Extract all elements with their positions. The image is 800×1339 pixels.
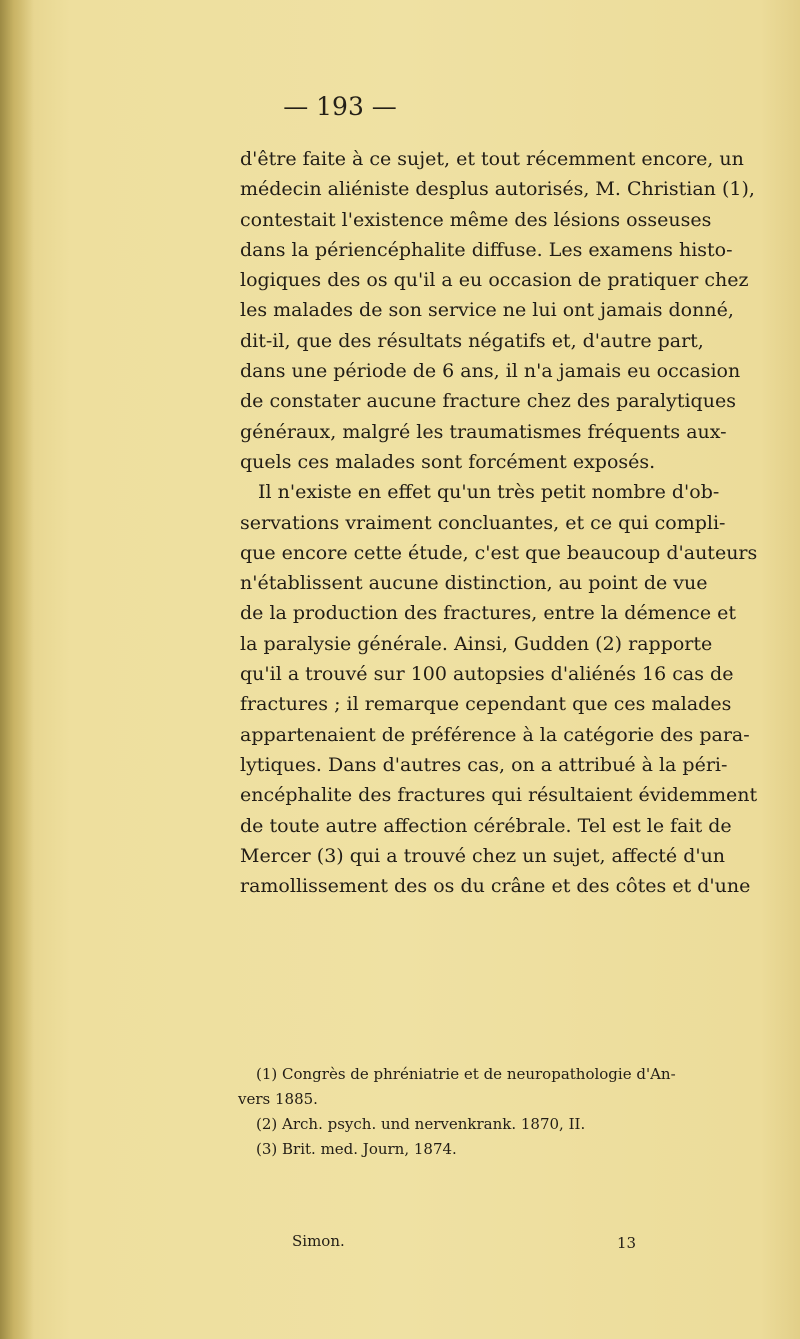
- text-line-20: appartenaient de préférence à la catégorie des para-: [240, 723, 750, 746]
- footnote-2: (2) Arch. psych. und nervenkrank. 1870, II.: [256, 1115, 586, 1133]
- text-line-25: ramollissement des os du crâne et des côtes et d'une: [240, 875, 751, 898]
- text-line-12: Il n'existe en effet qu'un très petit nombre d'ob-: [258, 481, 720, 504]
- text-line-14: que encore cette étude, c'est que beaucoup d'auteurs: [240, 541, 758, 564]
- text-line-17: la paralysie générale. Ainsi, Gudden (2) rapporte: [240, 632, 713, 655]
- footnote-3: (3) Brit. med. Journ, 1874.: [256, 1140, 457, 1158]
- text-line-18: qu'il a trouvé sur 100 autopsies d'aliénés 16 cas de: [240, 663, 734, 686]
- text-line-11: quels ces malades sont forcément exposés.: [240, 450, 656, 473]
- text-line-10: généraux, malgré les traumatismes fréquents aux-: [240, 420, 727, 443]
- text-line-1: d'être faite à ce sujet, et tout récemment encore, un: [240, 148, 744, 170]
- text-line-23: de toute autre affection cérébrale. Tel est le fait de: [240, 814, 732, 837]
- text-line-22: encéphalite des fractures qui résultaient évidemment: [240, 784, 758, 807]
- footnote-1: (1) Congrès de phréniatrie et de neuropathologie d'An-: [256, 1065, 676, 1083]
- text-line-3: contestait l'existence même des lésions osseuses: [240, 208, 712, 231]
- text-line-9: de constater aucune fracture chez des paralytiques: [240, 390, 736, 413]
- text-line-4: dans la périencéphalite diffuse. Les examens histo-: [240, 238, 733, 261]
- text-line-5: logiques des os qu'il a eu occasion de pratiquer chez: [240, 269, 749, 292]
- footnotes: [238, 1062, 676, 1162]
- footnote-1-continuation: vers 1885.: [238, 1090, 318, 1108]
- text-line-19: fractures ; il remarque cependant que ces malades: [240, 693, 732, 716]
- text-line-21: lytiques. Dans d'autres cas, on a attribué à la péri-: [240, 753, 728, 776]
- printer-signature: Simon.: [292, 1232, 345, 1250]
- text-line-6: les malades de son service ne lui ont jamais donné,: [240, 299, 734, 322]
- page-number-header: — 193 —: [283, 92, 397, 121]
- text-line-15: n'établissent aucune distinction, au point de vue: [240, 572, 708, 595]
- text-line-24: Mercer (3) qui a trouvé chez un sujet, affecté d'un: [240, 844, 726, 867]
- text-line-7: dit-il, que des résultats négatifs et, d'autre part,: [240, 329, 704, 352]
- text-line-16: de la production des fractures, entre la démence et: [240, 602, 736, 625]
- sheet-number: 13: [617, 1234, 637, 1252]
- text-line-13: servations vraiment concluantes, et ce qui compli-: [240, 511, 726, 534]
- text-line-2: médecin aliéniste desplus autorisés, M. Christian (1),: [240, 178, 755, 201]
- body-text: [240, 144, 758, 901]
- text-line-8: dans une période de 6 ans, il n'a jamais eu occasion: [240, 360, 741, 383]
- page-binding-edge: [0, 0, 34, 1339]
